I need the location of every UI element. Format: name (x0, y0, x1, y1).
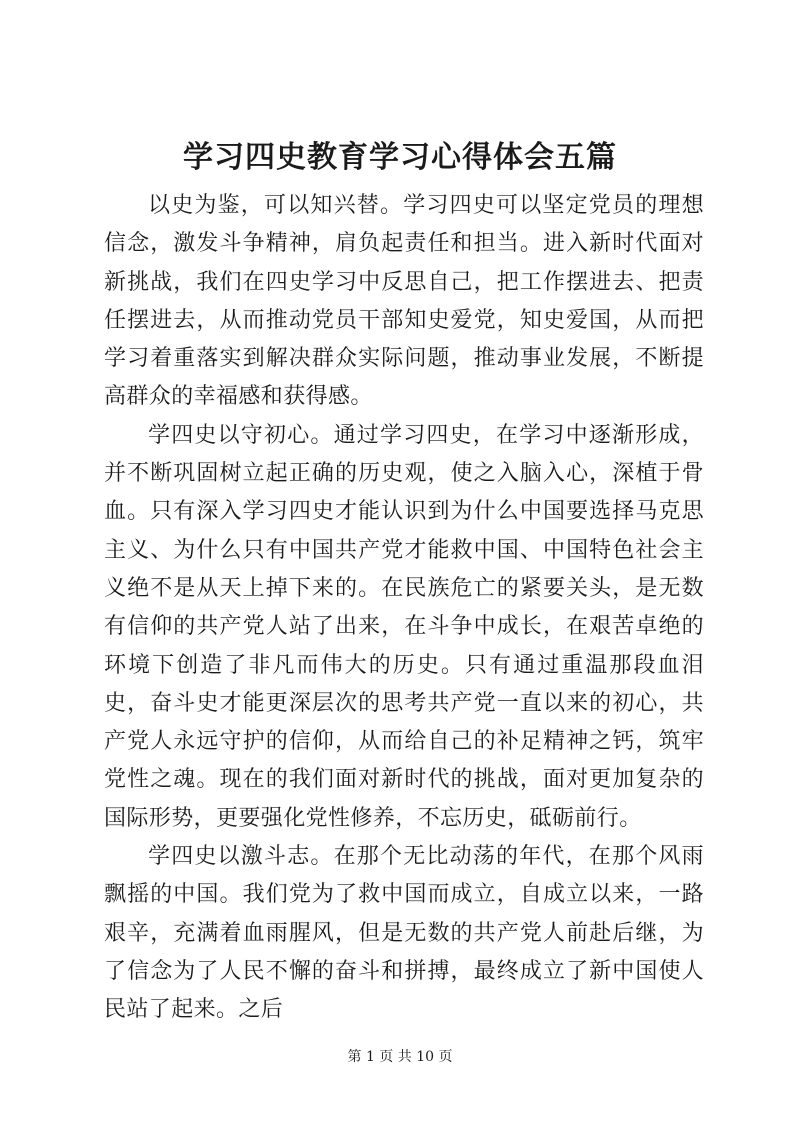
document-body (104, 187, 704, 1030)
paragraph-1: 以史为鉴，可以知兴替。学习四史可以坚定党员的理想信念，激发斗争精神，肩负起责任和担当。进入新时代面对新挑战，我们在四史学习中反思自己，把工作摆进去、把责任摆进去，从而推动党员干部知史爱党，知史爱国，从而把学习着重落实到解决群众实际问题，推动事业发展，不断提高群众的幸福感和获得感。 (104, 193, 704, 410)
page-footer: 第 1 页 共 10 页 (347, 1049, 453, 1065)
paragraph-2: 学四史以守初心。通过学习四史，在学习中逐渐形成，并不断巩固树立起正确的历史观，使之入脑入心，深植于骨血。只有深入学习四史才能认识到为什么中国要选择马克思主义、为什么只有中国共产党才能救中国、中国特色社会主义绝不是从天上掉下来的。在民族危亡的紧要关头，是无数有信仰的共产党人站了出来，在斗争中成长，在艰苦卓绝的环境下创造了非凡而伟大的历史。只有通过重温那段血泪史，奋斗史才能更深层次的思考共产党一直以来的初心，共产党人永远守护的信仰，从而给自己的补足精神之钙，筑牢党性之魂。现在的我们面对新时代的挑战，面对更加复杂的国际形势，更要强化党性修养，不忘历史，砥砺前行。 (104, 422, 704, 831)
paragraph-3: 学四史以激斗志。在那个无比动荡的年代，在那个风雨飘摇的中国。我们党为了救中国而成立，自成立以来，一路艰辛，充满着血雨腥风，但是无数的共产党人前赴后继，为了信念为了人民不懈的奋斗和拼搏，最终成立了新中国使人民站了起来。之后 (104, 844, 704, 1023)
document-title: 学习四史教育学习心得体会五篇 (183, 140, 617, 175)
